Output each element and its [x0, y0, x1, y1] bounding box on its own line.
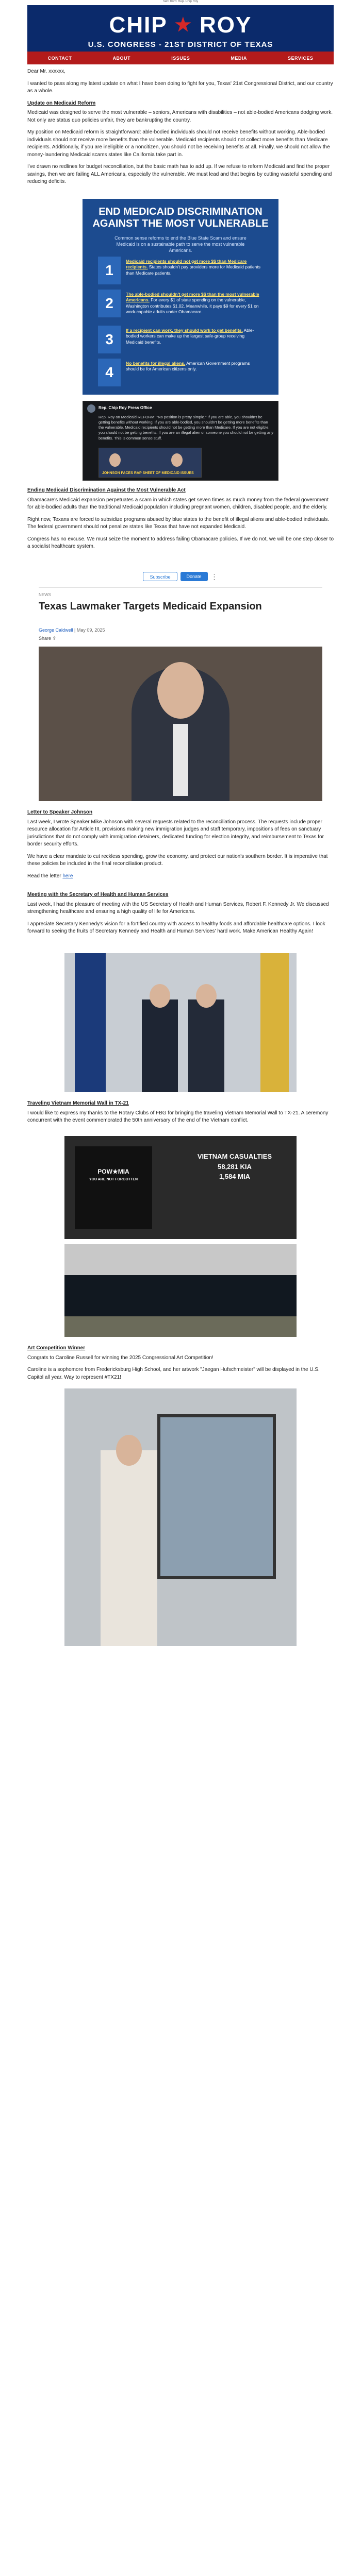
artwork	[157, 1414, 276, 1579]
infographic-row	[98, 290, 263, 317]
row-text	[126, 259, 262, 276]
infographic-title-line1: END MEDICAID DISCRIMINATION	[99, 206, 262, 217]
tweet-embed[interactable]	[83, 401, 278, 481]
article-photo	[39, 647, 322, 801]
nav-services[interactable]: SERVICES	[288, 55, 314, 61]
row-bold: The able-bodied shouldn't get more $$ than the most vulnerable Americans.	[126, 292, 259, 303]
article-section: NEWS	[39, 592, 51, 597]
ending-medicaid-p3: Congress has no excuse. We must seize the moment to address failing Obamacare policies. If we do not, we will be one step closer to a socialist healthcare system.	[27, 536, 334, 549]
letter-p2: We have a clear mandate to cut reckless spending, grow the economy, and protect our nation's southern border. It is imperative that these policies be included in the final reconciliation product.	[27, 853, 328, 867]
letter-p1: Last week, I wrote Speaker Mike Johnson with several requests related to the reconciliation process. The requests include proper resource allocation for Article III, provisions making new immigration judges and staff temporary, impositions of fees on sanctuary jurisdictions that do not comply with immigration detainers, dedicated funding for election integrity, and reimbursement to Texas for border security efforts.	[27, 819, 324, 847]
row-bold: Medicaid recipients should not get more $$ than Medicare recipients.	[126, 259, 247, 270]
avatar	[87, 404, 95, 413]
infographic-title-line2: AGAINST THE MOST VULNERABLE	[92, 218, 269, 229]
face-right	[196, 984, 217, 1008]
medicaid-update-p2: My position on Medicaid reform is straightforward: able-bodied individuals should not receive benefits without working. Able-bodied individuals should not receive more benefits than the vulnerable. Medicaid recipients should not collect more benefits than Medicare recipients. Additionally, if you are ineligible or a noncitizen, you should not be receiving benefits at all. Finally, we should not allow the money-laundering Medicaid scams states like California take part in.	[27, 129, 330, 158]
pow-mia-flag	[75, 1146, 152, 1229]
nav-contact[interactable]: CONTACT	[47, 55, 72, 61]
photo-shirt	[173, 724, 188, 796]
hhs-p1: Last week, I had the pleasure of meeting with the US Secretary of Health and Human Services, Robert F. Kennedy Jr. We discussed strengthening healthcare and ensuring a high quality of life for Americans.	[27, 901, 329, 914]
row-bold: If a recipient can work, they should work to get benefits.	[126, 328, 243, 333]
letter-read	[27, 873, 334, 880]
medicaid-update-p1: Medicaid was designed to serve the most vulnerable – seniors, Americans with disabilities – not able-bodied Americans dodging work. Not only are status quo policies unfair, they are bankrupting the country.	[27, 110, 333, 123]
intro-section	[27, 68, 334, 191]
infographic-title	[83, 206, 278, 230]
tweet-body: Rep. Roy on Medicaid REFORM: "No position is pretty simple." If you are able, you shouldn't be getting benefits without working. If you are able-bodied, you shouldn't be getting more benefits than the vulnerable. Medicaid recipients should not be getting more than Medicare. If you are not eligible, you should not be getting benefits. If you are an illegal alien or someone you should not be getting any benefits. This is common sense stuff.	[99, 415, 273, 440]
header-nav	[27, 52, 334, 64]
row-number: 3	[98, 326, 121, 353]
row-bold: No benefits for illegal aliens.	[126, 361, 186, 366]
article-date: May 09, 2025	[76, 628, 105, 633]
infographic-row	[98, 326, 263, 353]
row-text	[126, 361, 262, 372]
share-label: Share	[39, 636, 52, 641]
person-left	[142, 999, 178, 1092]
tweet-handle: Rep. Chip Roy Press Office	[99, 405, 152, 410]
divider	[39, 587, 322, 588]
sender-note: Sent from: Rep. Chip Roy	[162, 0, 199, 3]
banner-line1: VIETNAM CASUALTIES	[197, 1153, 272, 1160]
video-face	[109, 453, 121, 467]
share-control[interactable]	[39, 636, 56, 641]
row-number: 2	[98, 290, 121, 317]
intro-text: I wanted to pass along my latest update on what I have been doing to fight for you, Texas' 21st Congressional District, and our country as a whole.	[27, 80, 333, 94]
subscribe-button[interactable]: Subscribe	[143, 572, 177, 581]
header-subtitle: U.S. CONGRESS - 21ST DISTRICT OF TEXAS	[88, 40, 273, 49]
vietnam-heading: Traveling Vietnam Memorial Wall in TX-21	[27, 1100, 129, 1106]
article-toolbar	[27, 572, 334, 581]
student-face	[116, 1435, 142, 1466]
row-number: 1	[98, 257, 121, 284]
crowd	[64, 1316, 297, 1337]
row-number: 4	[98, 359, 121, 386]
tweet-video[interactable]	[99, 448, 202, 478]
letter-section	[27, 809, 334, 885]
share-icon: ⇪	[52, 636, 57, 641]
video-face	[171, 453, 183, 467]
article-embed	[27, 572, 334, 581]
more-options-icon[interactable]: ⋮	[210, 572, 218, 581]
memorial-wall	[64, 1275, 297, 1316]
medicaid-update-p3: I've drawn no redlines for budget reconciliation, but the basic math has to add up. If we refuse to reform Medicaid and find the proper savings, then we are failing ALL Americans, especially the vulnerable. We must lead and that begins by cutting wasteful spending and reducing deficits.	[27, 164, 332, 184]
greeting: Dear Mr. xxxxxx,	[27, 69, 65, 74]
header-name	[27, 12, 334, 38]
art-heading: Art Competition Winner	[27, 1345, 86, 1351]
row-rest: States shouldn't pay providers more for Medicaid patients than Medicare patients.	[126, 264, 261, 276]
infographic-row	[98, 257, 263, 284]
article-byline: George Caldwell | May 09, 2025	[39, 628, 105, 633]
header-first-name: CHIP	[109, 12, 168, 38]
ending-medicaid-p2: Right now, Texans are forced to subsidize programs abused by blue states to the benefit of illegal aliens and able-bodied individuals. The federal government should not penalize states like Texas that have not expanded Medicaid.	[27, 516, 330, 530]
row-rest: Able-bodied workers can make up the largest safe-group receiving Medicaid benefits.	[126, 328, 254, 345]
ending-medicaid-section	[27, 487, 334, 555]
hhs-heading: Meeting with the Secretary of Health and Human Services	[27, 892, 169, 897]
row-text	[126, 292, 262, 315]
medicaid-infographic	[83, 199, 278, 395]
article-author[interactable]: George Caldwell	[39, 628, 73, 633]
video-label: JOHNSON FACES RAP SHEET OF MEDICAID ISSUES	[102, 471, 194, 475]
star-icon: ★	[174, 14, 193, 35]
infographic-row	[98, 359, 263, 386]
letter-heading: Letter to Speaker Johnson	[27, 809, 93, 815]
hhs-section	[27, 891, 334, 940]
infographic-intro: Common sense reforms to end the Blue State Scam and ensure Medicaid is on a sustainable path to serve the most vulnerable Americans.	[114, 235, 247, 253]
header-last-name: ROY	[200, 12, 252, 38]
vietnam-section	[27, 1100, 334, 1129]
ending-medicaid-p1: Obamacare's Medicaid expansion perpetuates a scam in which states get seven times as much money from the federal government for able-bodied adults than the traditional Medicaid population including pregnant women, children, disabled people, and the elderly.	[27, 497, 329, 510]
face-left	[150, 984, 170, 1008]
article-title[interactable]: Texas Lawmaker Targets Medicaid Expansion	[39, 601, 262, 612]
vietnam-photo	[64, 1136, 297, 1239]
banner-line3: 1,584 MIA	[219, 1173, 250, 1180]
hhs-photo	[64, 953, 297, 1092]
medicaid-update-heading: Update on Medicaid Reform	[27, 100, 96, 106]
us-flag	[75, 953, 106, 1092]
nav-issues[interactable]: ISSUES	[171, 55, 190, 61]
hhs-p2: I appreciate Secretary Kennedy's vision for a fortified country with access to healthy foods and affordable healthcare options. I look forward to seeing the fruits of Secretary Kennedy and Health and Human Services' hard work. Make American Healthy Again!	[27, 921, 325, 934]
art-p2: Caroline is a sophomore from Fredericksburg High School, and her artwork "Jaegan Hufschmeister" will be displayed in the U.S. Capitol all year. Way to represent #TX21!	[27, 1367, 320, 1380]
nav-about[interactable]: ABOUT	[112, 55, 131, 61]
ending-medicaid-heading: Ending Medicaid Discrimination Against the Most Vulnerable Act	[27, 487, 186, 493]
hhs-flag	[260, 953, 289, 1092]
person-right	[188, 999, 224, 1092]
casualty-banner	[183, 1151, 286, 1182]
flag-line1: POW★MIA	[97, 1168, 129, 1175]
tent-roof	[64, 1244, 297, 1275]
row-rest: American Government programs should be for American citizens only.	[126, 361, 250, 372]
vietnam-p1: I would like to express my thanks to the Rotary Clubs of FBG for bringing the traveling Vietnam Memorial Wall to TX-21. A ceremony concurrent with the event commemorated the 50th anniversary of the end of the Vietnam conflict.	[27, 1110, 329, 1123]
vietnam-crowd-photo	[64, 1244, 297, 1337]
flag-line2: YOU ARE NOT FORGOTTEN	[89, 1178, 138, 1182]
art-p1: Congrats to Caroline Russell for winning the 2025 Congressional Art Competition!	[27, 1354, 214, 1361]
banner-line2: 58,281 KIA	[218, 1162, 252, 1171]
art-section	[27, 1345, 334, 1386]
row-text	[126, 328, 262, 345]
nav-media[interactable]: MEDIA	[231, 55, 247, 61]
letter-link[interactable]: here	[62, 873, 73, 879]
photo-face	[157, 662, 204, 719]
donate-button[interactable]: Donate	[180, 572, 208, 581]
row-rest: For every $1 of state spending on the vulnerable, Washington contributes $1.02. Meanwhile, it pays $9 for every $1 on work-capable adults under Obamacare.	[126, 297, 259, 315]
read-prefix: Read the letter	[27, 873, 63, 879]
student-figure	[101, 1450, 157, 1646]
art-photo	[64, 1388, 297, 1646]
